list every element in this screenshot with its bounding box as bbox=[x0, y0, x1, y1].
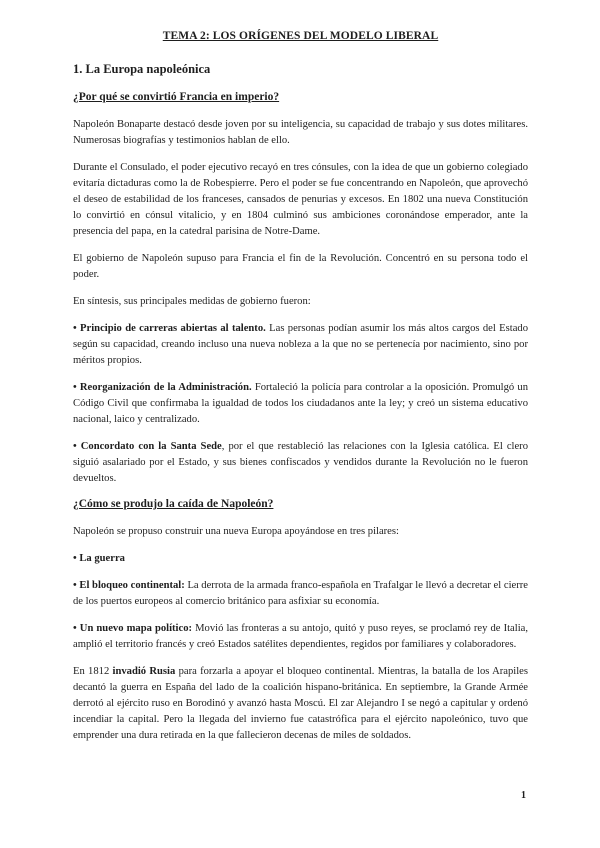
bullet-text: Fortaleció la policía para controlar a la oposición. Promulgó un Código Civil que confirmaba la igualdad de todos los ciudadanos ante la ley; y creó un sistema educativo nacional, laico y centralizado. bbox=[73, 382, 528, 425]
bullet-text: Movió las fronteras a su antojo, quitó y puso reyes, se proclamó rey de Italia, amplió el territorio francés y creó Estados satélites dependientes, regidos por familiares y colaboradores. bbox=[73, 623, 528, 650]
paragraph-text: En 1812 bbox=[73, 666, 113, 677]
bullet-item bbox=[73, 578, 528, 610]
paragraph bbox=[73, 664, 528, 744]
question-heading: ¿Por qué se convirtió Francia en imperio? bbox=[73, 91, 280, 103]
paragraph: Durante el Consulado, el poder ejecutivo recayó en tres cónsules, con la idea de que un gobierno colegiado evitaría dictaduras como la de Robespierre. Pero el poder se fue concentrando en Napoleón, que aprovechó el deseo de estabilidad de los franceses, cansados de penurias y excesos. En 1802 una nueva Constitución lo convirtió en cónsul vitalicio, y en 1804 culminó sus ambiciones coronándose emperador, ante la presencia del papa, en la catedral parisina de Notre-Dame. bbox=[73, 162, 528, 237]
page-title: TEMA 2: LOS ORÍGENES DEL MODELO LIBERAL bbox=[162, 30, 439, 42]
question-heading: ¿Cómo se produjo la caída de Napoleón? bbox=[73, 498, 274, 510]
bullet-item bbox=[73, 621, 528, 653]
paragraph-text: para forzarla a apoyar el bloqueo continental. Mientras, la batalla de los Arapiles decantó la guerra en España del lado de la coalición hispano-británica. En septiembre, la Grande Armée derrotó al ejército ruso en Borodinó y avanzó hasta Moscú. El zar Alejandro I se negó a capitular y ordenó incendiar la capital. Pero la llegada del invierno fue catastrófica para el ejército napoleónico, tuvo que emprender una dura retirada en la que fallecieron decenas de miles de soldados. bbox=[73, 666, 528, 741]
page-number: 1 bbox=[521, 790, 526, 801]
section-heading: 1. La Europa napoleónica bbox=[73, 62, 211, 76]
bullet-item bbox=[73, 439, 528, 487]
bullet-term: • Concordato con la Santa Sede bbox=[73, 441, 222, 452]
paragraph: Napoleón Bonaparte destacó desde joven por su inteligencia, su capacidad de trabajo y sus dotes militares. Numerosas biografías y testimonios hablan de ello. bbox=[73, 119, 528, 146]
bullet-term: • Principio de carreras abiertas al talento. bbox=[73, 323, 266, 334]
document-page bbox=[73, 30, 528, 755]
bullet-term: • Reorganización de la Administración. bbox=[73, 382, 252, 393]
bullet-term: • La guerra bbox=[73, 553, 125, 564]
bullet-text: La derrota de la armada franco-española en Trafalgar le llevó a decretar el cierre de los puertos europeos al comercio británico para asfixiar su economía. bbox=[73, 580, 528, 607]
bullet-term: • El bloqueo continental: bbox=[73, 580, 185, 591]
bullet-text: , por el que restableció las relaciones con la Iglesia católica. El clero siguió asalariado por el Estado, y sus bienes confiscados y vendidos durante la Revolución no le fueron devueltos. bbox=[73, 441, 528, 484]
bullet-item bbox=[73, 321, 528, 369]
bullet-term: • Un nuevo mapa político: bbox=[73, 623, 193, 634]
paragraph: El gobierno de Napoleón supuso para Francia el fin de la Revolución. Concentró en su persona todo el poder. bbox=[73, 253, 528, 280]
bullet-text: Las personas podían asumir los más altos cargos del Estado según su capacidad, creando incluso una nueva nobleza a la que no se pertenecía por nacimiento, sino por méritos propios. bbox=[73, 323, 528, 366]
emphasis: invadió Rusia bbox=[112, 666, 176, 677]
paragraph: En síntesis, sus principales medidas de gobierno fueron: bbox=[73, 296, 311, 307]
bullet-item bbox=[73, 551, 528, 567]
bullet-item bbox=[73, 380, 528, 428]
paragraph: Napoleón se propuso construir una nueva Europa apoyándose en tres pilares: bbox=[73, 526, 399, 537]
